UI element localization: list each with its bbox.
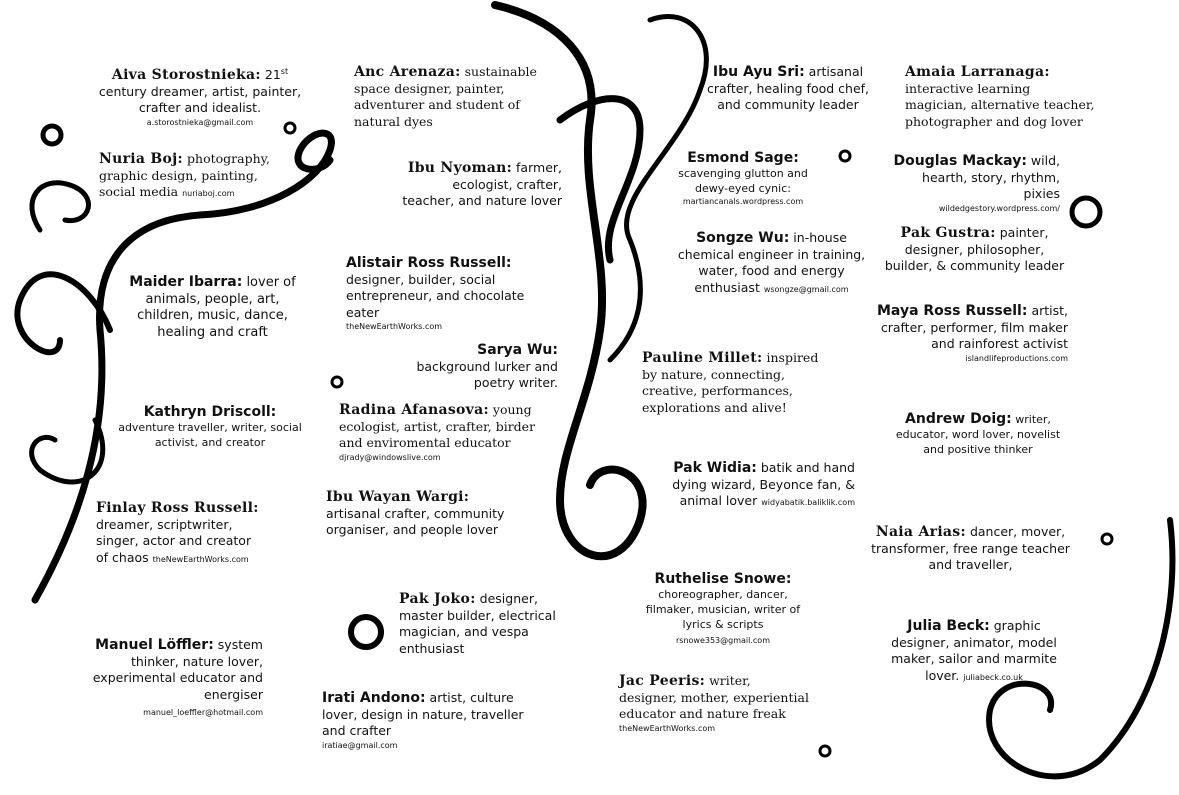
person-name: Ibu Wayan Wargi: — [326, 489, 470, 505]
superscript: st — [280, 67, 289, 76]
circle-7 — [820, 746, 830, 756]
person-card — [702, 64, 874, 114]
person-card — [96, 500, 266, 566]
person-desc: century dreamer, artist, painter, crafter and idealist. — [98, 83, 302, 116]
person-desc: inspired by nature, connecting, creative, performances, explorations and alive! — [642, 350, 819, 415]
person-name: Songze Wu: — [696, 230, 790, 246]
person-name: Esmond Sage: — [687, 150, 799, 166]
person-name: Naia Arias: — [875, 524, 966, 540]
person-card — [354, 64, 539, 130]
person-name: Jac Peeris: — [619, 673, 706, 689]
person-link[interactable]: theNewEarthWorks.com — [619, 723, 716, 733]
person-name: Pak Joko: — [399, 591, 476, 607]
person-desc: designer, builder, social entrepreneur, and chocolate eater — [346, 271, 525, 320]
person-desc: photography, graphic design, painting, social media — [99, 151, 270, 199]
circle-8 — [43, 126, 61, 144]
person-card — [878, 618, 1070, 684]
person-name: Manuel Löffler: — [95, 637, 214, 653]
person-desc: writer, educator, word lover, novelist and positive thinker — [895, 413, 1061, 456]
person-name: Ibu Nyoman: — [407, 160, 513, 176]
person-desc: artisanal crafter, healing food chef, and community leader — [706, 64, 870, 112]
person-desc: background lurker and poetry writer. — [416, 358, 558, 390]
person-name: Anc Arenaza: — [354, 64, 461, 80]
person-name: Ibu Ayu Sri: — [712, 64, 805, 80]
person-desc: artist, culture lover, design in nature, traveller and crafter — [322, 690, 524, 738]
person-name: Alistair Ross Russell: — [346, 255, 512, 271]
person-card — [322, 690, 547, 752]
person-name: Sarya Wu: — [477, 342, 558, 358]
person-desc: graphic designer, animator, model maker, sailor and marmite lover. — [891, 618, 1057, 683]
person-desc: adventure traveller, writer, social activist, and creator — [118, 421, 302, 449]
circle-4 — [1072, 198, 1100, 226]
person-link[interactable]: nuriaboj.com — [182, 189, 235, 198]
person-desc: artist, crafter, performer, film maker and rainforest activist — [880, 303, 1068, 351]
person-card — [634, 572, 812, 647]
person-card — [400, 160, 562, 210]
person-name: Kathryn Driscoll: — [143, 404, 277, 420]
person-desc: in-house chemical engineer in training, water, food and energy enthusiast — [677, 230, 866, 295]
person-card — [670, 460, 855, 510]
person-name: Ruthelise Snowe: — [654, 571, 792, 587]
person-link[interactable]: martiancanals.wordpress.com — [682, 197, 804, 206]
person-card — [326, 489, 521, 539]
person-card — [675, 230, 868, 296]
person-name: Radina Afanasova: — [339, 402, 489, 418]
person-desc: dancer, mover, transformer, free range teacher and traveller, — [871, 524, 1070, 572]
person-name: Douglas Mackay: — [893, 153, 1027, 169]
person-link[interactable]: wildedgestory.wordpress.com/ — [938, 203, 1060, 213]
person-name: Irati Andono: — [322, 690, 426, 706]
circle-6 — [1102, 534, 1112, 544]
person-link[interactable]: islandlifeproductions.com — [965, 353, 1068, 363]
person-card — [346, 255, 556, 333]
person-card — [95, 64, 305, 129]
person-desc: writer, designer, mother, experiential educator and nature freak — [619, 673, 809, 721]
circle-2 — [840, 151, 850, 161]
person-desc: designer, master builder, electrical magician, and vespa enthusiast — [399, 591, 556, 656]
person-name: Pak Gustra: — [900, 225, 996, 241]
person-card — [868, 524, 1073, 574]
person-name: Aiva Storostnieka: — [111, 67, 261, 84]
person-link[interactable]: a.storostnieka@gmail.com — [146, 117, 254, 127]
person-name: Maya Ross Russell: — [877, 303, 1028, 319]
person-link[interactable]: wsongze@gmail.com — [763, 284, 849, 294]
person-name: Amaia Larranaga: — [905, 64, 1050, 80]
person-desc: batik and hand dying wizard, Beyonce fan, & animal lover — [672, 460, 855, 508]
person-card — [339, 402, 539, 464]
person-link[interactable]: widyabatik.baliklik.com — [761, 498, 855, 507]
person-card — [125, 274, 300, 341]
person-desc: sustainable space designer, painter, adventurer and student of natural dyes — [354, 64, 537, 129]
person-card — [88, 637, 263, 720]
circle-3 — [332, 377, 342, 387]
person-card — [110, 405, 310, 450]
person-desc: farmer, ecologist, crafter, teacher, and nature lover — [402, 160, 562, 208]
swirl-top-left-curl — [32, 183, 89, 230]
person-desc: young ecologist, artist, crafter, birder and enviromental educator — [339, 402, 536, 450]
person-card — [400, 342, 558, 392]
person-desc: wild, hearth, story, rhythm, pixies — [922, 153, 1060, 201]
person-card — [882, 225, 1067, 275]
person-name: Pak Widia: — [673, 460, 757, 476]
person-desc: scavenging glutton and dewy-eyed cynic: — [678, 167, 808, 195]
person-link[interactable]: juliabeck.co.uk — [963, 672, 1023, 682]
person-link[interactable]: theNewEarthWorks.com — [152, 554, 249, 564]
person-link[interactable]: manuel_loeffler@hotmail.com — [143, 708, 263, 717]
person-name: Andrew Doig: — [905, 411, 1012, 427]
person-desc: painter, designer, philosopher, builder, & community leader — [884, 225, 1065, 273]
person-name: Pauline Millet: — [642, 350, 763, 366]
person-desc: dreamer, scriptwriter, singer, actor and creator of chaos — [96, 516, 252, 565]
person-card — [888, 153, 1060, 215]
person-card — [905, 64, 1095, 130]
person-card — [886, 412, 1070, 457]
person-card — [870, 303, 1068, 365]
person-link[interactable]: rsnowe353@gmail.com — [675, 636, 770, 645]
person-link[interactable]: theNewEarthWorks.com — [346, 322, 443, 331]
person-card — [668, 151, 818, 208]
person-name: Maider Ibarra: — [129, 274, 243, 290]
circle-5 — [351, 617, 381, 647]
person-name: Nuria Boj: — [99, 151, 184, 167]
person-name: Julia Beck: — [907, 618, 990, 634]
person-link[interactable]: iratiae@gmail.com — [322, 740, 398, 750]
person-card — [619, 673, 809, 735]
person-card — [99, 151, 279, 201]
person-desc: lover of animals, people, art, children, music, dance, healing and craft — [137, 275, 296, 340]
person-card — [399, 591, 559, 657]
person-name: Finlay Ross Russell: — [96, 500, 259, 516]
person-desc: interactive learning magician, alternative teacher, photographer and dog lover — [905, 80, 1095, 129]
person-card — [642, 350, 832, 416]
person-desc: 21 — [264, 67, 281, 83]
person-desc: choreographer, dancer, filmaker, musician, writer of lyrics & scripts — [645, 588, 801, 631]
person-desc: system thinker, nature lover, experimental educator and energiser — [92, 637, 263, 702]
person-link[interactable]: djrady@windowslive.com — [339, 452, 441, 462]
person-desc: artisanal crafter, community organiser, and people lover — [326, 505, 505, 537]
